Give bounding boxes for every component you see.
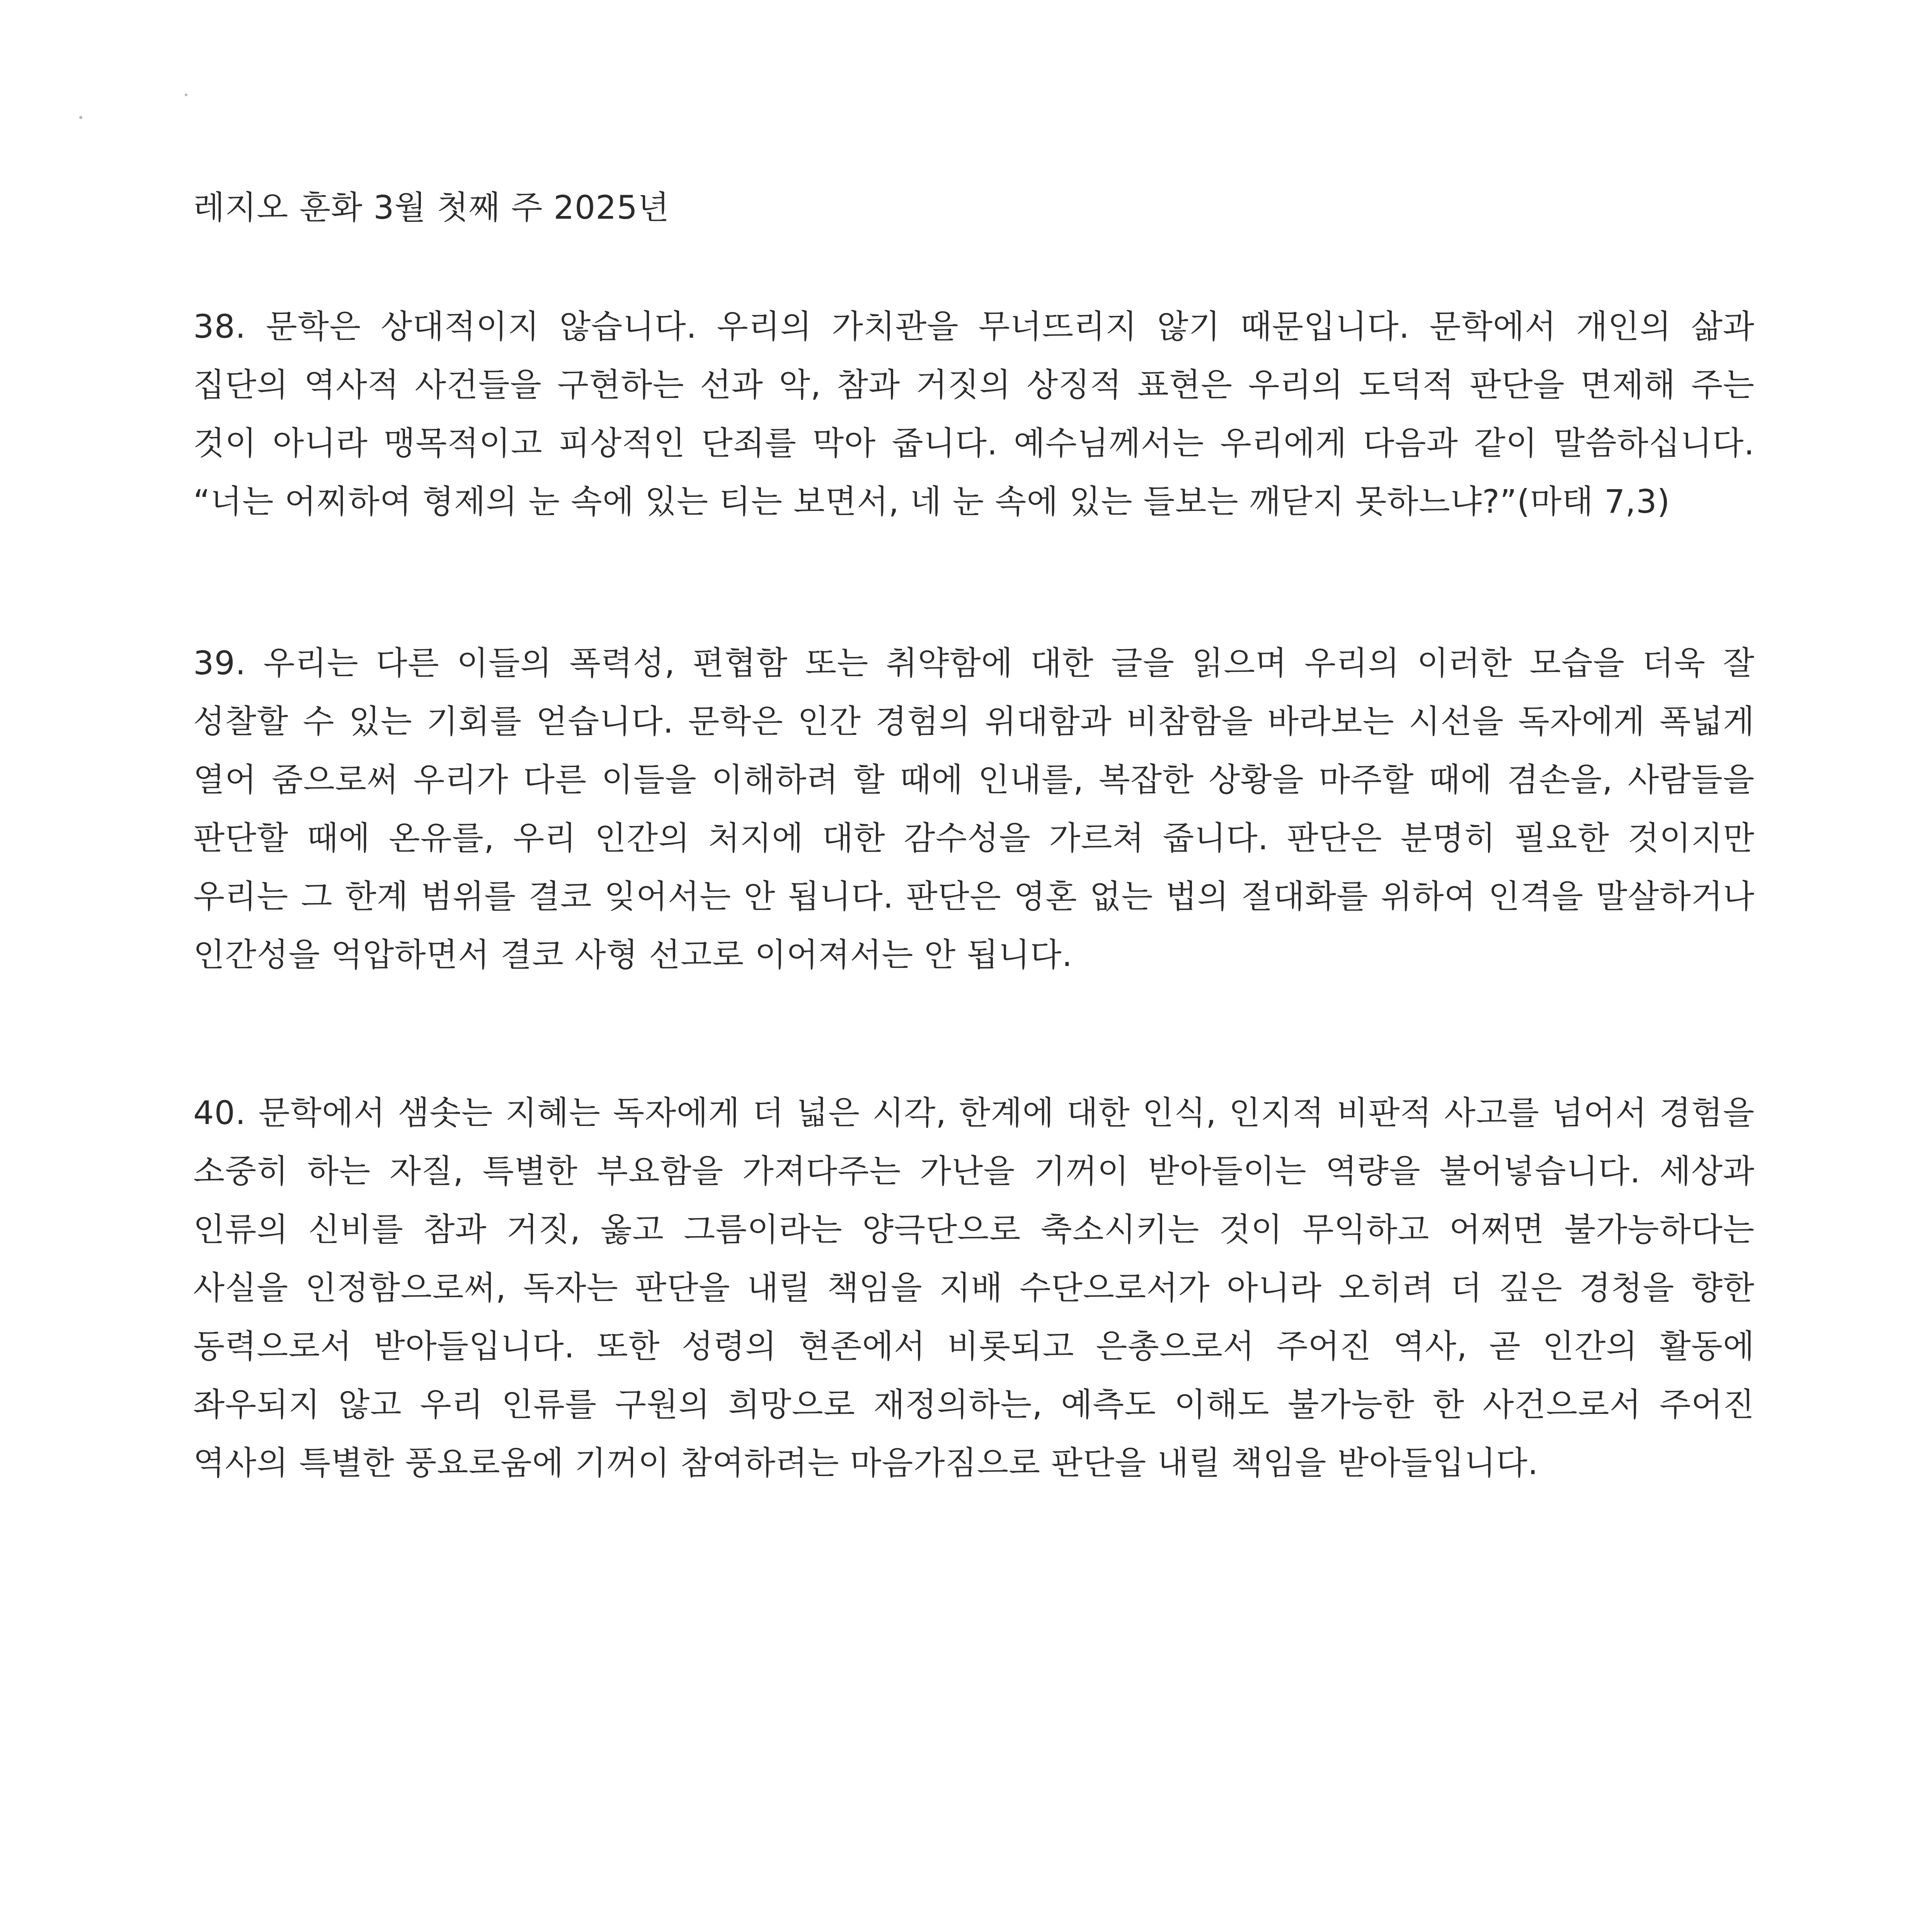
- scan-speck: [79, 116, 82, 119]
- paragraph-40: 40. 문학에서 샘솟는 지혜는 독자에게 더 넓은 시각, 한계에 대한 인식, 인지적 비판적 사고를 넘어서 경험을 소중히 하는 자질, 특별한 부요함을 가져다주는 가난을 기꺼이 받아들이는 역량을 불어넣습니다. 세상과 인류의 신비를 참과 거짓, 옳고 그름이라는 양극단으로 축소시키는 것이 무익하고 어쩌면 불가능하다는 사실을 인정함으로써, 독자는 판단을 내릴 책임을 지배 수단으로서가 아니라 오히려 더 깊은 경청을 향한 동력으로서 받아들입니다. 또한 성령의 현존에서 비롯되고 은총으로서 주어진 역사, 곧 인간의 활동에 좌우되지 않고 우리 인류를 구원의 희망으로 재정의하는, 예측도 이해도 불가능한 한 사건으로서 주어진 역사의 특별한 풍요로움에 기꺼이 참여하려는 마음가짐으로 판단을 내릴 책임을 받아들입니다.: [193, 1094, 1755, 1482]
- scan-speck: [185, 94, 187, 96]
- document-header: 레지오 훈화 3월 첫째 주 2025년: [193, 189, 670, 226]
- paragraph-39: 39. 우리는 다른 이들의 폭력성, 편협함 또는 취약함에 대한 글을 읽으며 우리의 이러한 모습을 더욱 잘 성찰할 수 있는 기회를 얻습니다. 문학은 인간 경험의 위대함과 비참함을 바라보는 시선을 독자에게 폭넓게 열어 줌으로써 우리가 다른 이들을 이해하려 할 때에 인내를, 복잡한 상황을 마주할 때에 겸손을, 사람들을 판단할 때에 온유를, 우리 인간의 처지에 대한 감수성을 가르쳐 줍니다. 판단은 분명히 필요한 것이지만 우리는 그 한계 범위를 결코 잊어서는 안 됩니다. 판단은 영혼 없는 법의 절대화를 위하여 인격을 말살하거나 인간성을 억압하면서 결코 사형 선고로 이어져서는 안 됩니다.: [193, 644, 1755, 974]
- paragraph-38: 38. 문학은 상대적이지 않습니다. 우리의 가치관을 무너뜨리지 않기 때문입니다. 문학에서 개인의 삶과 집단의 역사적 사건들을 구현하는 선과 악, 참과 거짓의 상징적 표현은 우리의 도덕적 판단을 면제해 주는 것이 아니라 맹목적이고 피상적인 단죄를 막아 줍니다. 예수님께서는 우리에게 다음과 같이 말씀하십니다. “너는 어찌하여 형제의 눈 속에 있는 티는 보면서, 네 눈 속에 있는 들보는 깨닫지 못하느냐?”(마태 7,3): [193, 308, 1755, 520]
